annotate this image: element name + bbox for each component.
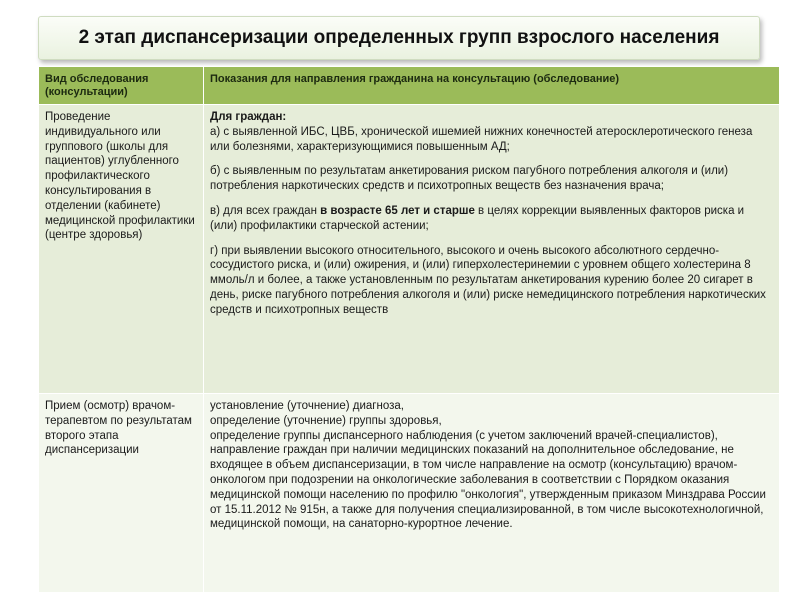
table-header-row [39,67,780,105]
title-banner [38,16,760,60]
page-title: 2 этап диспансеризации определенных групп взрослого населения [78,27,720,48]
indication-line: определение группы диспансерного наблюдения (с учетом заключений врачей-специалистов), [210,429,718,442]
table-row [39,394,780,593]
indications-cell [204,105,780,394]
indication-a: а) с выявленной ИБС, ЦВБ, хронической ишемией нижних конечностей атеросклеротического генеза или болезнями, характеризующимися повышенным АД; [210,125,753,153]
indication-c-age: в возрасте 65 лет и старше [320,204,475,217]
header-exam-type: Вид обследования (консультации) [39,67,204,105]
indication-d: г) при выявлении высокого относительного, высокого и очень высокого абсолютного сердечно-сосудистого риска, и (или) ожирения, и (или) гиперхолестеринемии с уровнем общего холестерина 8 ммоль/л и более, а также установленным по результатам анкетирования курению более 20 сигарет в день, риске пагубного потребления алкоголя и (или) риске немедицинского потребления наркотических средств и психотропных веществ [210,244,766,316]
indication-c-post: в целях коррекции выявленных факторов риска и (или) профилактики старческой астении; [210,204,745,232]
table-row [39,105,780,394]
indication-c-pre: в) для всех граждан [210,204,321,217]
indication-line: определение (уточнение) группы здоровья, [210,414,442,427]
indications-lead: Для граждан: [210,111,287,123]
exam-type-cell: Прием (осмотр) врачом-терапевтом по результатам второго этапа диспансеризации [39,394,204,593]
indications-cell [204,394,780,593]
indication-line: направление граждан при наличии медицинских показаний на дополнительное обследование, не входящее в объем диспансеризации, в том числе направление на осмотр (консультацию) врачом-онкологом при подозрении на онкологические заболевания в соответствии с Порядком оказания медицинской помощи населению по профилю "онкология", утвержденным приказом Минздрава России от 15.11.2012 № 915н, а также для получения специализированной, в том числе высокотехнологичной, медицинской помощи, на санаторно-курортное лечение. [210,444,766,531]
indication-line: установление (уточнение) диагноза, [210,400,404,412]
header-indications: Показания для направления гражданина на консультацию (обследование) [204,67,780,105]
screening-table [38,66,780,593]
exam-type-cell: Проведение индивидуального или группового (школы для пациентов) углубленного профилактического консультирования в отделении (кабинете) медицинской профилактики (центре здоровья) [39,105,204,394]
indication-b: б) с выявленным по результатам анкетирования риском пагубного потребления алкоголя и (или) потребления наркотических средств и психотропных веществ без назначения врача; [210,165,729,193]
indication-c [210,204,773,234]
